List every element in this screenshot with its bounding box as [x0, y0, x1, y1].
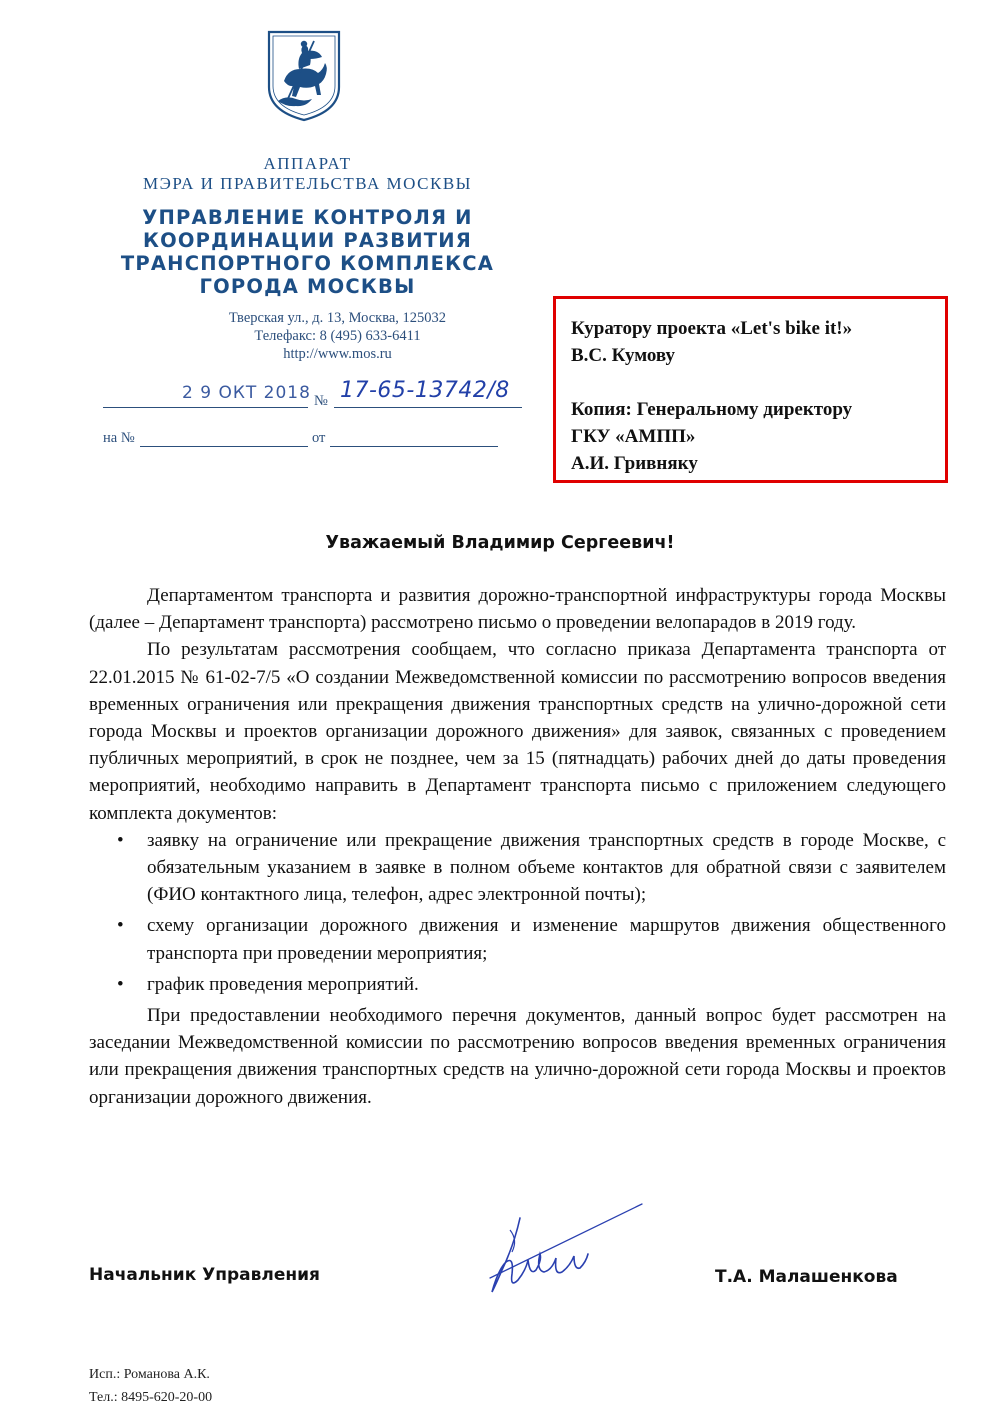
addressee-line-4: ГКУ «АМПП»: [571, 426, 696, 447]
registration-number: 17-65-13742/8: [340, 378, 510, 403]
list-item: • заявку на ограничение или прекращение движения транспортных средств в городе Москве, с обязательным указанием в заявке в полном объеме контактов для обратной связи с заявителем (ФИО контактного лица, телефон, адрес электронной почты);: [117, 829, 946, 906]
org-phone: Телефакс: 8 (495) 633-6411: [254, 328, 421, 344]
dept-line-2: КООРДИНАЦИИ РАЗВИТИЯ: [142, 229, 473, 252]
paragraph-2: По результатам рассмотрения сообщаем, что согласно приказа Департамента транспорта от 22.01.2015 № 61-02-7/5 «О создании Межведомственной комиссии по рассмотрению вопросов введения временных ограничения или прекращения движения транспортных средств на улично-дорожной сети города Москвы и проектов организации дорожного движения» для заявок, связанных с проведением публичных мероприятий, в срок не позднее, чем за 15 (пятнадцать) рабочих дней до даты проведения мероприятий, необходимо направить в Департамент транспорта письмо с приложением следующего комплекта документов:: [89, 639, 946, 824]
moscow-coat-of-arms-icon: [266, 29, 342, 123]
letter-body: [89, 582, 946, 1111]
ref-from-label: от: [312, 430, 326, 446]
addressee-line-1: Куратору проекта «Let's bike it!»: [571, 318, 853, 339]
paragraph-1: Департаментом транспорта и развития дорожно-транспортной инфраструктуры города Москвы (далее – Департамент транспорта) рассмотрено письмо о проведении велопарадов в 2019 году.: [89, 585, 946, 634]
org-line-1: АППАРАТ: [263, 154, 352, 173]
addressee-box: [553, 296, 948, 483]
list-item: • график проведения мероприятий.: [117, 973, 419, 995]
dept-line-3: ТРАНСПОРТНОГО КОМПЛЕКСА: [120, 252, 495, 275]
registration-date: 2 9 ОКТ 2018: [182, 383, 311, 403]
document-list: [89, 827, 946, 998]
dept-line-4: ГОРОДА МОСКВЫ: [199, 275, 416, 298]
dept-line-1: УПРАВЛЕНИЕ КОНТРОЛЯ И: [142, 206, 473, 229]
addressee-line-2: В.С. Кумову: [571, 345, 676, 366]
org-address: Тверская ул., д. 13, Москва, 125032: [228, 310, 447, 326]
list-item: • схему организации дорожного движения и изменение маршрутов движения общественного транспорта при проведении мероприятия;: [117, 915, 946, 964]
executor: Исп.: Романова А.К.: [89, 1367, 210, 1382]
signatory-name: Т.А. Малашенкова: [715, 1267, 898, 1287]
greeting: Уважаемый Владимир Сергеевич!: [325, 533, 675, 553]
ref-from-underline: [330, 446, 498, 447]
number-label: №: [314, 393, 328, 409]
paragraph-3: При предоставлении необходимого перечня документов, данный вопрос будет рассмотрен на заседании Межведомственной комиссии по рассмотрению вопросов введения временных ограничения или прекращения движения транспортных средств на улично-дорожной сети города Москвы и проектов организации дорожного движения.: [89, 1005, 946, 1108]
org-website[interactable]: http://www.mos.ru: [283, 346, 392, 362]
date-underline: [103, 407, 308, 408]
org-line-2: МЭРА И ПРАВИТЕЛЬСТВА МОСКВЫ: [143, 174, 472, 193]
ref-number-label: на №: [103, 430, 135, 446]
ref-number-underline: [140, 446, 308, 447]
executor-phone: Тел.: 8495-620-20-00: [89, 1390, 213, 1405]
addressee-line-5: А.И. Гривняку: [571, 453, 698, 474]
addressee-line-3: Копия: Генеральному директору: [571, 399, 853, 420]
signatory-title: Начальник Управления: [89, 1265, 320, 1285]
handwritten-signature: [470, 1200, 645, 1310]
number-underline: [334, 407, 522, 408]
